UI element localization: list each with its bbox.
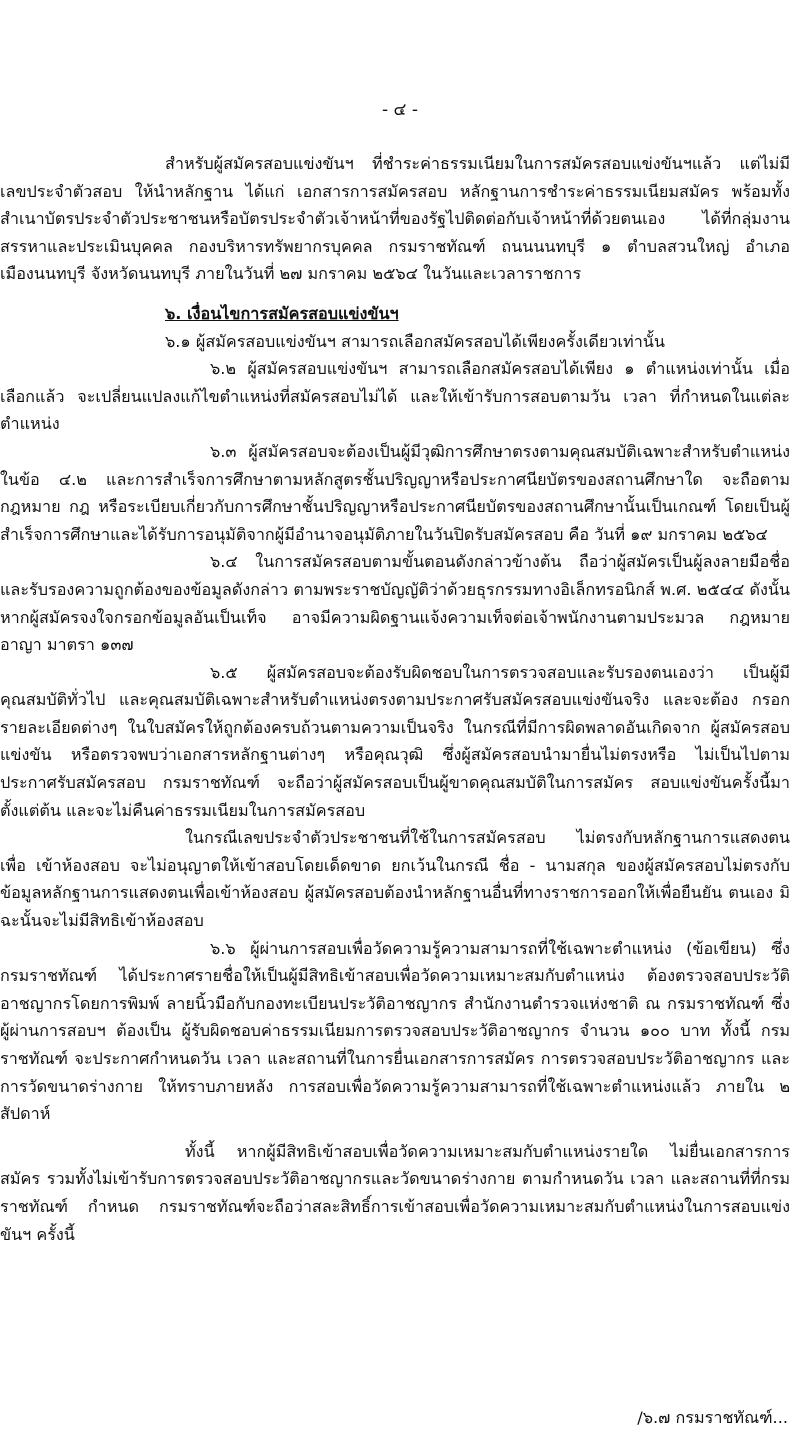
clause-6-1: ๖.๑ ผู้สมัครสอบแข่งขันฯ สามารถเลือกสมัครสอบได้เพียงครั้งเดียวเท่านั้น bbox=[165, 331, 665, 351]
clause-6-6: ๖.๖ ผู้ผ่านการสอบเพื่อวัดความรู้ความสามารถที่ใช้เฉพาะตำแหน่ง (ข้อเขียน) ซึ่งกรมราชทัณฑ์ ได้ประกาศรายชื่อให้เป็นผู้มีสิทธิเข้าสอบเพื่อวัดความเหมาะสมกับตำแหน่ง ต้องตรวจสอบประวัติอาชญากรโดยการพิมพ์ ลายนิ้วมือกับกองทะเบียนประวัติอาชญากร สำนักงานตำรวจแห่งชาติ ณ กรมราชทัณฑ์ ซึ่งผู้ผ่านการสอบฯ ต้องเป็น ผู้รับผิดชอบค่าธรรมเนียมการตรวจสอบประวัติอาชญากร จำนวน ๑๐๐ บาท ทั้งนี้ กรมราชทัณฑ์ จะประกาศกำหนดวัน เวลา และสถานที่ในการยื่นเอกสารการสมัคร การตรวจสอบประวัติอาชญากร และการวัดขนาดร่างกาย ให้ทราบภายหลัง การสอบเพื่อวัดความรู้ความสามารถที่ใช้เฉพาะตำแหน่งแล้ว ภายใน ๒ สัปดาห์ bbox=[0, 938, 790, 1124]
page-number: - ๔ - bbox=[382, 100, 418, 120]
paragraph-late-applicants: สำหรับผู้สมัครสอบแข่งขันฯ ที่ชำระค่าธรรมเนียมในการสมัครสอบแข่งขันฯแล้ว แต่ไม่มีเลขประจำตัวสอบ ให้นำหลักฐาน ได้แก่ เอกสารการสมัครสอบ หลักฐานการชำระค่าธรรมเนียมสมัคร พร้อมทั้งสำเนาบัตรประจำตัวประชาชนหรือบัตรประจำตัวเจ้าหน้าที่ของรัฐไปติดต่อกับเจ้าหน้าที่ด้วยตนเอง ได้ที่กลุ่มงานสรรหาและประเมินบุคคล กองบริหารทรัพยากรบุคคล กรมราชทัณฑ์ ถนนนนทบุรี ๑ ตำบลสวนใหญ่ อำเภอเมืองนนทบุรี จังหวัดนนทบุรี ภายในวันที่ ๒๗ มกราคม ๒๕๖๔ ในวันและเวลาราชการ bbox=[0, 154, 790, 284]
clause-6-5-id-mismatch: ในกรณีเลขประจำตัวประชาชนที่ใช้ในการสมัครสอบ ไม่ตรงกับหลักฐานการแสดงตนเพื่อ เข้าห้องสอบ จะไม่อนุญาตให้เข้าสอบโดยเด็ดขาด ยกเว้นในกรณี ชื่อ - นามสกุล ของผู้สมัครสอบไม่ตรงกับ ข้อมูลหลักฐานการแสดงตนเพื่อเข้าห้องสอบ ผู้สมัครสอบต้องนำหลักฐานอื่นที่ทางราชการออกให้เพื่อยืนยัน ตนเอง มิฉะนั้นจะไม่มีสิทธิเข้าห้องสอบ bbox=[0, 828, 790, 931]
clause-6-4: ๖.๔ ในการสมัครสอบตามขั้นตอนดังกล่าวข้างต้น ถือว่าผู้สมัครเป็นผู้ลงลายมือชื่อ และรับรองความถูกต้องของข้อมูลดังกล่าว ตามพระราชบัญญัติว่าด้วยธุรกรรมทางอิเล็กทรอนิกส์ พ.ศ. ๒๕๔๔ ดังนั้น หากผู้สมัครจงใจกรอกข้อมูลอันเป็นเท็จ อาจมีความผิดฐานแจ้งความเท็จต่อเจ้าพนักงานตามประมวล กฎหมายอาญา มาตรา ๑๓๗ bbox=[0, 552, 790, 655]
clause-6-5: ๖.๕ ผู้สมัครสอบจะต้องรับผิดชอบในการตรวจสอบและรับรองตนเองว่า เป็นผู้มี คุณสมบัติทั่วไป และคุณสมบัติเฉพาะสำหรับตำแหน่งตรงตามประกาศรับสมัครสอบแข่งขันจริง และจะต้อง กรอกรายละเอียดต่างๆ ในใบสมัครให้ถูกต้องครบถ้วนตามความเป็นจริง ในกรณีที่มีการผิดพลาดอันเกิดจาก ผู้สมัครสอบแข่งขัน หรือตรวจพบว่าเอกสารหลักฐานต่างๆ หรือคุณวุฒิ ซึ่งผู้สมัครสอบนำมายื่นไม่ตรงหรือ ไม่เป็นไปตามประกาศรับสมัครสอบ กรมราชทัณฑ์ จะถือว่าผู้สมัครสอบเป็นผู้ขาดคุณสมบัติในการสมัคร สอบแข่งขันครั้งนี้มาตั้งแต่ต้น และจะไม่คืนค่าธรรมเนียมในการสมัครสอบ bbox=[0, 662, 790, 820]
section-heading-6: ๖. เงื่อนไขการสมัครสอบแข่งขันฯ bbox=[165, 303, 399, 323]
continuation-reference: /๖.๗ กรมราชทัณฑ์... bbox=[637, 1408, 788, 1427]
clause-6-3: ๖.๓ ผู้สมัครสอบจะต้องเป็นผู้มีวุฒิการศึกษาตรงตามคุณสมบัติเฉพาะสำหรับตำแหน่ง ในข้อ ๔.๒ และการสำเร็จการศึกษาตามหลักสูตรชั้นปริญญาหรือประกาศนียบัตรของสถานศึกษาใด จะถือตาม กฎหมาย กฎ หรือระเบียบเกี่ยวกับการศึกษาชั้นปริญญาหรือประกาศนียบัตรของสถานศึกษานั้นเป็นเกณฑ์ โดยเป็นผู้สำเร็จการศึกษาและได้รับการอนุมัติจากผู้มีอำนาจอนุมัติภายในวันปิดรับสมัครสอบ คือ วันที่ ๑๙ มกราคม ๒๕๖๔ bbox=[0, 441, 790, 544]
clause-6-2: ๖.๒ ผู้สมัครสอบแข่งขันฯ สามารถเลือกสมัครสอบได้เพียง ๑ ตำแหน่งเท่านั้น เมื่อเลือกแล้ว จะเปลี่ยนแปลงแก้ไขตำแหน่งที่สมัครสอบไม่ได้ และให้เข้ารับการสอบตามวัน เวลา ที่กำหนดในแต่ละตำแหน่ง bbox=[0, 359, 790, 434]
document-body bbox=[0, 150, 790, 1248]
clause-6-6-forfeit: ทั้งนี้ หากผู้มีสิทธิเข้าสอบเพื่อวัดความเหมาะสมกับตำแหน่งรายใด ไม่ยื่นเอกสารการสมัคร รวมทั้งไม่เข้ารับการตรวจสอบประวัติอาชญากรและวัดขนาดร่างกาย ตามกำหนดวัน เวลา และสถานที่ที่กรมราชทัณฑ์ กำหนด กรมราชทัณฑ์จะถือว่าสละสิทธิ์การเข้าสอบเพื่อวัดความเหมาะสมกับตำแหน่งในการสอบแข่งขันฯ ครั้งนี้ bbox=[0, 1141, 790, 1244]
